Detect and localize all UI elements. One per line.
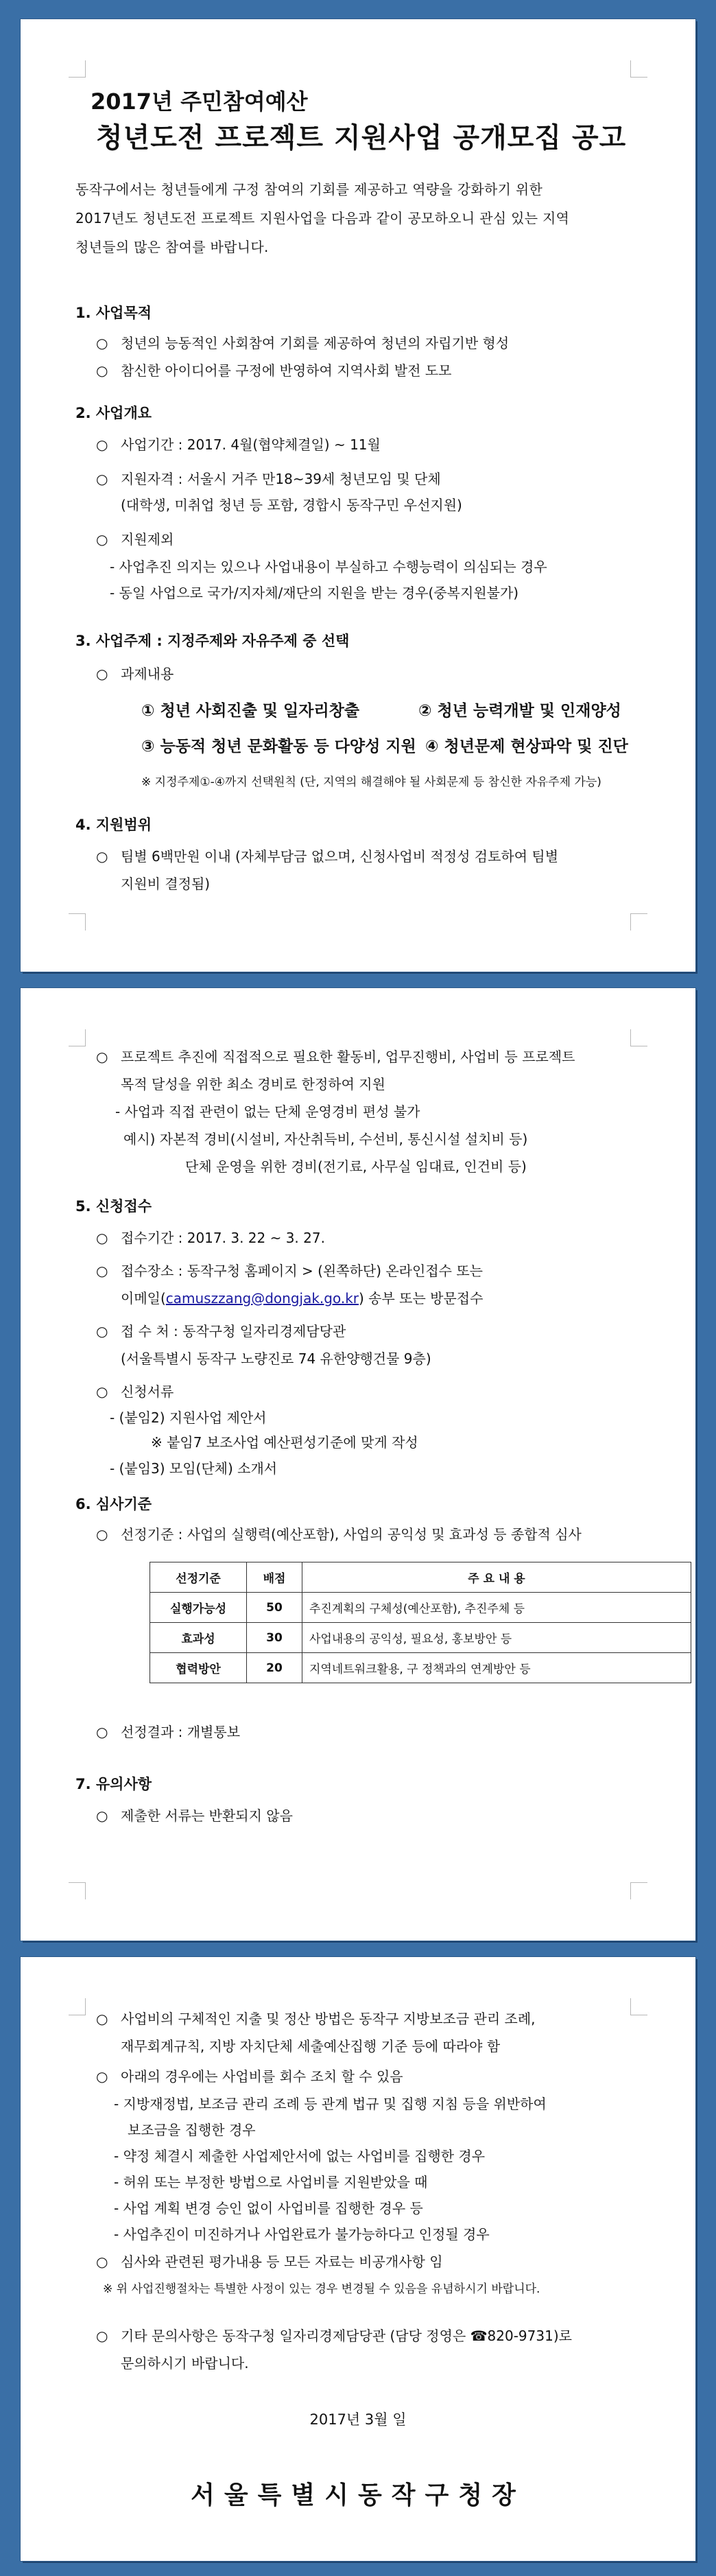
table-header: 배점 [247,1562,302,1593]
bullet-sub: (서울특별시 동작구 노량진로 74 유한양행건물 9층) [121,1350,431,1367]
dash-item: - 약정 체결시 제출한 사업제안서에 없는 사업비를 집행한 경우 [114,2148,486,2164]
dash-item: 보조금을 집행한 경우 [128,2122,256,2138]
table-cell: 지역네트워크활용, 구 정책과의 연계방안 등 [302,1653,691,1683]
bullet-item: ○ 선정기준 : 사업의 실행력(예산포함), 사업의 공익성 및 효과성 등 종합적 심사 [96,1526,582,1543]
bullet-item: ○ 청년의 능동적인 사회참여 기회를 제공하여 청년의 자립기반 형성 [96,335,510,351]
table-cell: 협력방안 [150,1653,247,1683]
table-cell: 실행가능성 [150,1593,247,1623]
bullet-item: ○ 아래의 경우에는 사업비를 회수 조치 할 수 있음 [96,2068,403,2085]
table-header-row [150,1562,691,1593]
dash-item: - 사업과 직접 관련이 없는 단체 운영경비 편성 불가 [115,1103,420,1120]
crop-mark [69,1998,86,2015]
note-text: ※ 지정주제①-④까지 선택원칙 (단, 지역의 해결해야 될 사회문제 등 참신한 자유주제 가능) [141,775,601,789]
crop-mark [69,1882,86,1899]
bullet-sub: 문의하시기 바랍니다. [121,2355,249,2372]
table-cell: 30 [247,1623,302,1653]
table-row [150,1653,691,1683]
section-heading: 2. 사업개요 [75,405,152,421]
document-page-2 [21,988,695,1941]
bullet-sub: 지원비 결정됨) [121,876,211,892]
note-text: ※ 붙임7 보조사업 예산편성기준에 맞게 작성 [151,1434,418,1451]
crop-mark [630,1029,647,1046]
crop-mark [630,1882,647,1899]
email-link[interactable]: camuszzang@dongjak.go.kr [165,1290,359,1307]
bullet-item: ○ 접수장소 : 동작구청 홈페이지 > (왼쪽하단) 온라인접수 또는 [96,1263,483,1279]
dash-item: 예시) 자본적 경비(시설비, 자산취득비, 수선비, 통신시설 설치비 등) [123,1131,528,1147]
issuer-signature: 서울특별시동작구청장 [191,2481,525,2509]
table-cell: 추진계획의 구체성(예산포함), 추진주체 등 [302,1593,691,1623]
section-heading: 4. 지원범위 [75,817,152,833]
title-line-1: 2017년 주민참여예산 [91,89,308,115]
table-cell: 50 [247,1593,302,1623]
bullet-item: ○ 제출한 서류는 반환되지 않음 [96,1807,293,1824]
topic-option: ② 청년 능력개발 및 인재양성 [418,702,621,720]
bullet-item: ○ 사업비의 구체적인 지출 및 정산 방법은 동작구 지방보조금 관리 조례, [96,2011,536,2027]
table-header: 주 요 내 용 [302,1562,691,1593]
bullet-item: ○ 참신한 아이디어를 구정에 반영하여 지역사회 발전 도모 [96,362,452,379]
dash-item: - (붙임3) 모임(단체) 소개서 [110,1460,278,1477]
table-row [150,1623,691,1653]
bullet-item: ○ 기타 문의사항은 동작구청 일자리경제담당관 (담당 정영은 ☎820-9731)로 [96,2328,572,2344]
bullet-sub: (대학생, 미취업 청년 등 포함, 경합시 동작구민 우선지원) [121,497,462,513]
document-page-1 [21,19,695,972]
page-title: 청년도전 프로젝트 지원사업 공개모집 공고 [96,122,627,154]
section-heading: 7. 유의사항 [75,1776,152,1792]
bullet-item: ○ 심사와 관련된 평가내용 등 모든 자료는 비공개사항 임 [96,2253,443,2270]
bullet-item: ○ 접 수 처 : 동작구청 일자리경제담당관 [96,1323,346,1339]
bullet-item: ○ 지원제외 [96,531,174,548]
table-cell: 20 [247,1653,302,1683]
dash-item: - 사업추진이 미진하거나 사업완료가 불가능하다고 인정될 경우 [114,2226,490,2243]
topic-option: ① 청년 사회진출 및 일자리창출 [141,702,360,720]
crop-mark [69,60,86,78]
dash-item: - 동일 사업으로 국가/지자체/재단의 지원을 받는 경우(중복지원불가) [110,585,519,601]
bullet-item: ○ 팀별 6백만원 이내 (자체부담금 없으며, 신청사업비 적정성 검토하여 팀별 [96,848,559,865]
bullet-item: ○ 사업기간 : 2017. 4월(협약체결일) ~ 11월 [96,436,381,453]
bullet-item: ○ 선정결과 : 개별통보 [96,1724,241,1740]
topic-option: ④ 청년문제 현상파악 및 진단 [425,738,628,756]
topic-option: ③ 능동적 청년 문화활동 등 다양성 지원 [141,738,416,756]
table-cell: 효과성 [150,1623,247,1653]
dash-item: - 허위 또는 부정한 방법으로 사업비를 지원받았을 때 [114,2174,428,2190]
intro-line: 동작구에서는 청년들에게 구정 참여의 기회를 제공하고 역량을 강화하기 위한 [75,181,543,198]
section-heading: 5. 신청접수 [75,1198,152,1215]
dash-item: - 지방재정법, 보조금 관리 조례 등 관계 법규 및 집행 지침 등을 위반하여 [114,2096,547,2112]
section-heading: 1. 사업목적 [75,305,152,321]
crop-mark [630,913,647,930]
bullet-item: ○ 신청서류 [96,1383,174,1400]
crop-mark [69,913,86,930]
intro-line: 청년들의 많은 참여를 바랍니다. [75,239,269,255]
intro-line: 2017년도 청년도전 프로젝트 지원사업을 다음과 같이 공모하오니 관심 있는 지역 [75,210,570,226]
table-row [150,1593,691,1623]
bullet-sub: 재무회계규칙, 지방 자치단체 세출예산집행 기준 등에 따라야 함 [121,2038,501,2054]
dash-item: - 사업추진 의지는 있으나 사업내용이 부실하고 수행능력이 의심되는 경우 [110,559,547,575]
notice-date: 2017년 3월 일 [309,2411,407,2428]
bullet-item: ○ 접수기간 : 2017. 3. 22 ~ 3. 27. [96,1230,325,1246]
dash-item: - (붙임2) 지원사업 제안서 [110,1409,267,1426]
bullet-item: ○ 지원자격 : 서울시 거주 만18~39세 청년모임 및 단체 [96,471,441,487]
document-page-3 [21,1957,695,2561]
scoring-table [150,1562,691,1683]
note-text: ※ 위 사업진행절차는 특별한 사정이 있는 경우 변경될 수 있음을 유념하시기 바랍니다. [103,2282,540,2296]
bullet-sub: 목적 달성을 위한 최소 경비로 한정하여 지원 [121,1076,385,1092]
table-cell: 사업내용의 공익성, 필요성, 홍보방안 등 [302,1623,691,1653]
crop-mark [69,1029,86,1046]
section-heading: 3. 사업주제 : 지정주제와 자유주제 중 선택 [75,633,350,649]
bullet-item: ○ 과제내용 [96,666,174,682]
table-header: 선정기준 [150,1562,247,1593]
bullet-item: ○ 프로젝트 추진에 직접적으로 필요한 활동비, 업무진행비, 사업비 등 프로젝트 [96,1049,575,1065]
email-line: 이메일(camuszzang@dongjak.go.kr) 송부 또는 방문접수 [121,1290,484,1307]
crop-mark [630,60,647,78]
section-heading: 6. 심사기준 [75,1496,152,1512]
dash-item: 단체 운영을 위한 경비(전기료, 사무실 임대료, 인건비 등) [185,1158,527,1175]
dash-item: - 사업 계획 변경 승인 없이 사업비를 집행한 경우 등 [114,2200,423,2216]
